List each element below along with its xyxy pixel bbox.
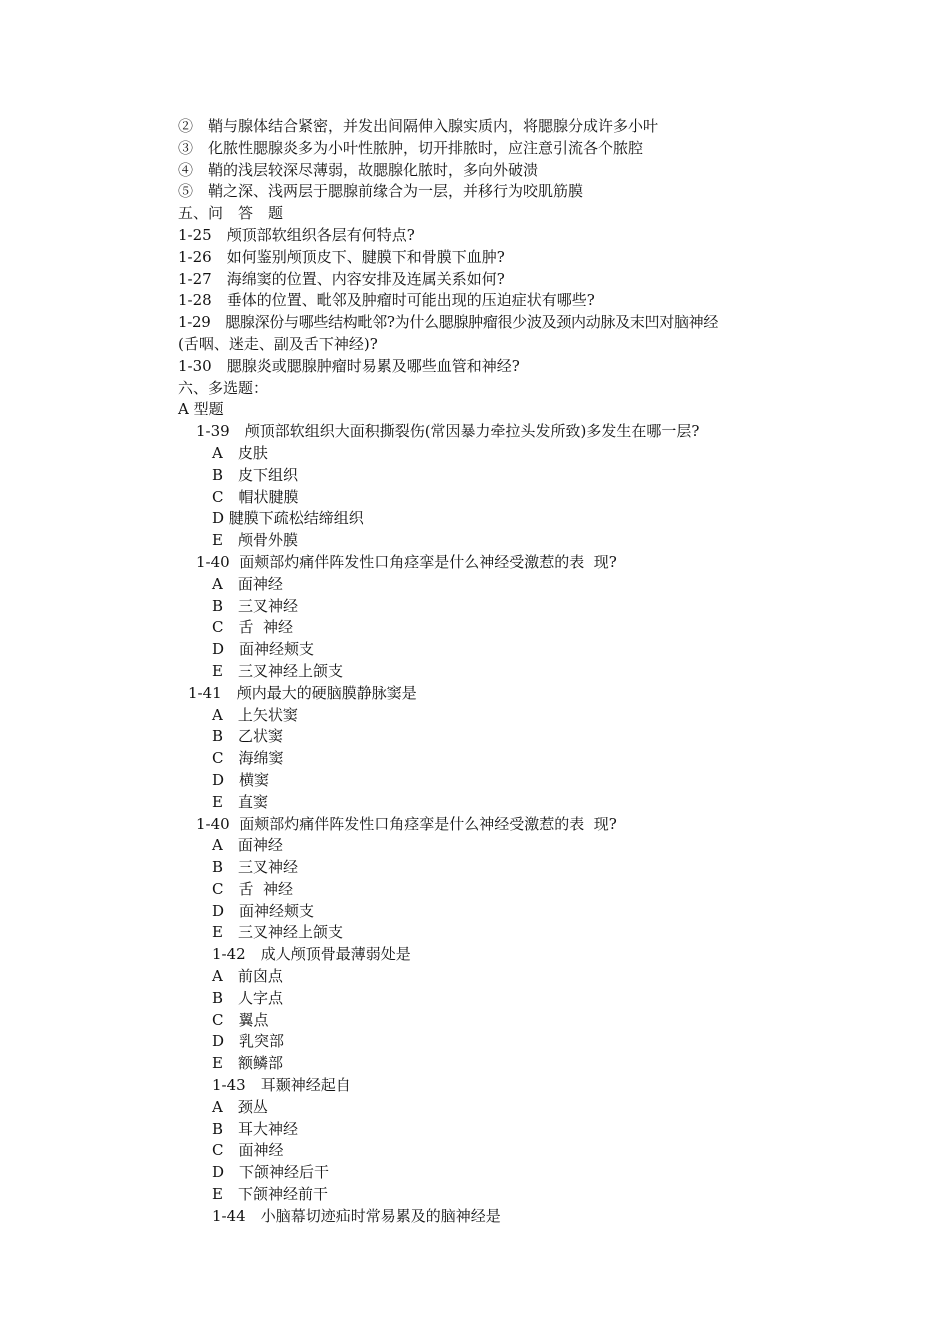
text-line: ② 鞘与腺体结合紧密，并发出间隔伸入腺实质内，将腮腺分成许多小叶 [178, 117, 659, 135]
text-line: A 面神经 [212, 574, 283, 593]
document-page [0, 116, 950, 1228]
text-line: C 面神经 [212, 1141, 284, 1160]
text-line: ⑤ 鞘之深、浅两层于腮腺前缘合为一层，并移行为咬肌筋膜 [178, 182, 584, 201]
text-line: E 直窦 [212, 792, 268, 811]
text-line: 1-44 小脑幕切迹疝时常易累及的脑神经是 [212, 1206, 501, 1225]
text-line: 1-29 腮腺深份与哪些结构毗邻?为什么腮腺肿瘤很少波及颈内动脉及末凹对脑神经 [178, 313, 719, 332]
text-line: D 腱膜下疏松结缔组织 [212, 509, 364, 528]
text-line: C 舌 神经 [212, 879, 294, 898]
text-line: B 耳大神经 [212, 1119, 299, 1138]
text-line: C 舌 神经 [212, 618, 294, 637]
text-line: A 颈丛 [212, 1097, 268, 1116]
text-line: 1-30 腮腺炎或腮腺肿瘤时易累及哪些血管和神经? [178, 356, 520, 375]
text-line: E 颅骨外膜 [212, 531, 298, 550]
text-line: ③ 化脓性腮腺炎多为小叶性脓肿，切开排脓时，应注意引流各个脓腔 [178, 138, 644, 157]
text-line: 1-40 面颊部灼痛伴阵发性口角痉挛是什么神经受激惹的表 现? [196, 552, 617, 571]
text-line: D 下颌神经后干 [212, 1163, 330, 1182]
text-line: B 三叉神经 [212, 858, 299, 877]
text-line: B 皮下组织 [212, 465, 299, 484]
text-line: C 翼点 [212, 1010, 269, 1029]
text-line: 1-42 成人颅顶骨最薄弱处是 [212, 945, 411, 964]
text-line: D 横窦 [212, 770, 270, 789]
text-line: B 三叉神经 [212, 596, 299, 615]
text-line: 1-39 颅顶部软组织大面积撕裂伤(常因暴力牵拉头发所致)多发生在哪一层? [196, 422, 700, 441]
text-line: ④ 鞘的浅层较深尽薄弱，故腮腺化脓时，多向外破溃 [178, 160, 539, 179]
text-line: 六、多选题： [178, 378, 269, 397]
text-line: C 海绵窦 [212, 749, 284, 768]
text-line: D 面神经颊支 [212, 901, 315, 920]
text-line: E 额鳞部 [212, 1054, 283, 1073]
text-line: E 三叉神经上颌支 [212, 923, 343, 942]
text-line: B 人字点 [212, 988, 284, 1007]
text-line: E 三叉神经上颌支 [212, 661, 343, 680]
text-line: A 前囟点 [212, 967, 283, 986]
text-line: 1-28 垂体的位置、毗邻及肿瘤时可能出现的压迫症状有哪些? [178, 291, 595, 310]
text-line: A 型题 [178, 400, 224, 419]
text-line: B 乙状窦 [212, 727, 284, 746]
text-line: A 皮肤 [212, 443, 268, 462]
text-line: D 面神经颊支 [212, 640, 315, 659]
text-line: 五、问 答 题 [178, 204, 284, 223]
text-line: 1-43 耳颞神经起自 [212, 1076, 351, 1095]
text-line: 1-41 颅内最大的硬脑膜静脉窦是 [188, 683, 417, 702]
text-line: C 帽状腱膜 [212, 487, 299, 506]
text-line: (舌咽、迷走、副及舌下神经)? [178, 334, 378, 353]
text-line: A 上矢状窦 [212, 705, 298, 724]
text-line: A 面神经 [212, 836, 283, 855]
text-line: 1-27 海绵窦的位置、内容安排及连属关系如何? [178, 269, 505, 288]
text-line: 1-25 颅顶部软组织各层有何特点? [178, 225, 415, 244]
text-line: 1-26 如何鉴别颅顶皮下、腱膜下和骨膜下血肿? [178, 247, 505, 266]
text-line: E 下颌神经前干 [212, 1185, 328, 1204]
text-line: D 乳突部 [212, 1032, 285, 1051]
text-line: 1-40 面颊部灼痛伴阵发性口角痉挛是什么神经受激惹的表 现? [196, 814, 617, 833]
